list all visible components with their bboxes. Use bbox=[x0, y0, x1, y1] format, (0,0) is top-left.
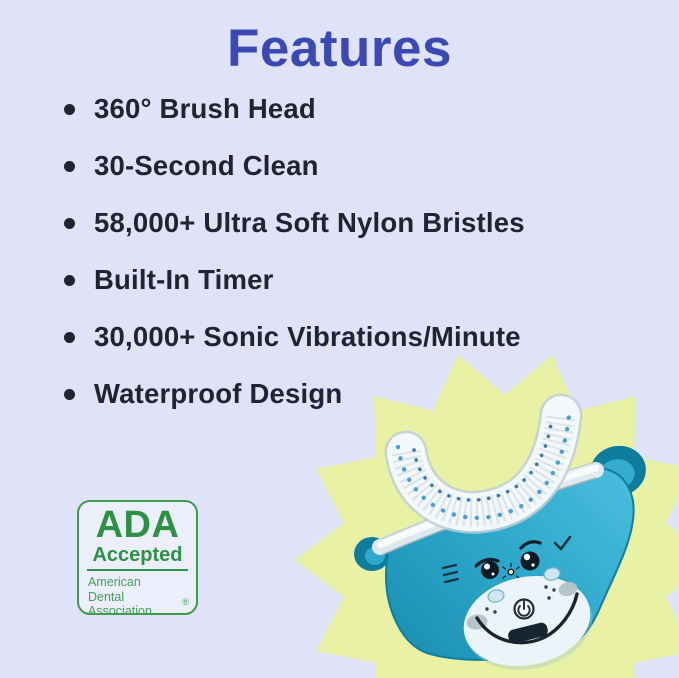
feature-text: 360° Brush Head bbox=[94, 93, 316, 124]
product-photo-hippo-toothbrush bbox=[280, 340, 679, 678]
bullet-icon bbox=[64, 161, 75, 172]
list-item bbox=[64, 151, 679, 181]
ada-acronym: ADA bbox=[95, 504, 180, 546]
list-item bbox=[64, 208, 679, 238]
ada-org-line: Association bbox=[88, 604, 152, 618]
bullet-icon bbox=[64, 389, 75, 400]
feature-text: 30-Second Clean bbox=[94, 150, 319, 181]
list-item bbox=[64, 265, 679, 295]
list-item bbox=[64, 94, 679, 124]
feature-text: Waterproof Design bbox=[94, 378, 343, 409]
bullet-icon bbox=[64, 332, 75, 343]
power-button-icon bbox=[515, 600, 534, 619]
ada-org-line: American bbox=[88, 575, 141, 589]
bullet-icon bbox=[64, 218, 75, 229]
registered-trademark-icon: ® bbox=[182, 597, 189, 607]
left-eye bbox=[481, 561, 499, 579]
ada-status-label: Accepted bbox=[87, 545, 188, 571]
ada-accepted-badge bbox=[77, 500, 198, 618]
page-title: Features bbox=[227, 19, 452, 78]
bullet-icon bbox=[64, 104, 75, 115]
right-eye bbox=[521, 552, 540, 571]
feature-text: 58,000+ Ultra Soft Nylon Bristles bbox=[94, 207, 525, 238]
feature-text: Built-In Timer bbox=[94, 264, 274, 295]
ada-org-line: Dental bbox=[88, 589, 125, 604]
feature-text: 30,000+ Sonic Vibrations/Minute bbox=[94, 321, 521, 352]
bullet-icon bbox=[64, 275, 75, 286]
ada-org-name bbox=[88, 575, 196, 619]
